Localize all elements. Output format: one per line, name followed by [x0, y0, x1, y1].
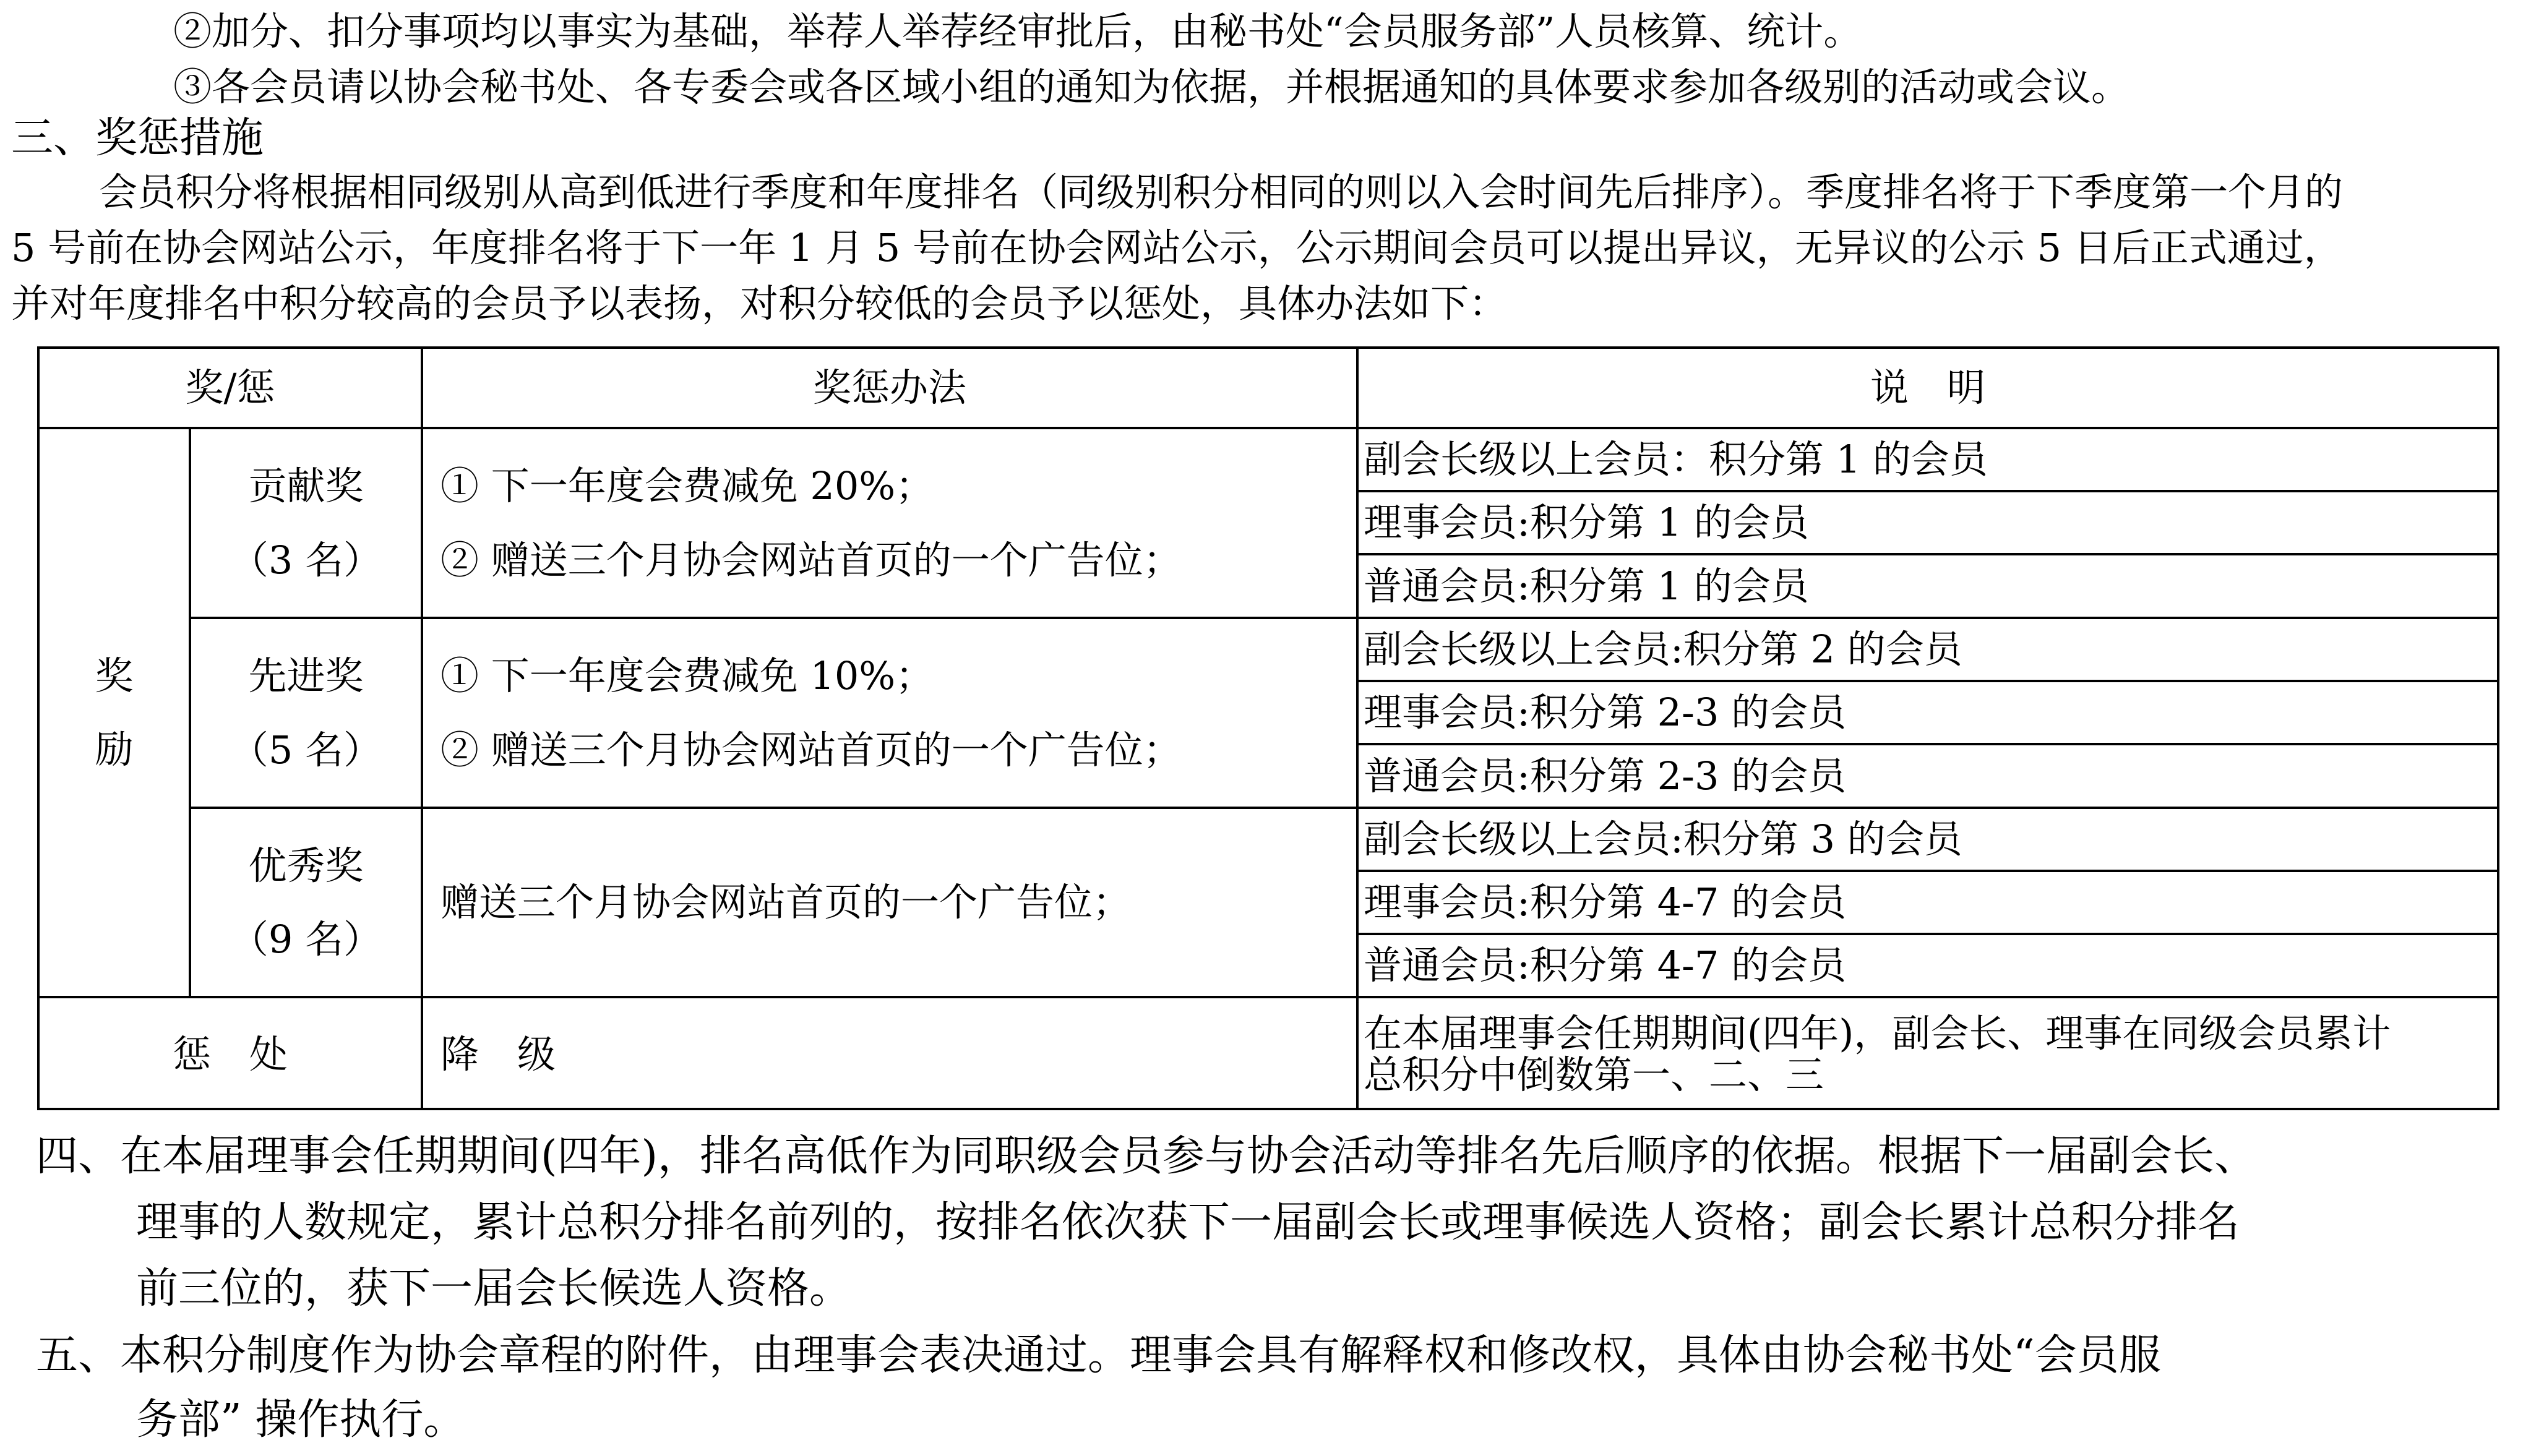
reward-2-description-2: 理事会员:积分第 2-3 的会员 [1359, 682, 2497, 745]
section-4-line-2: 理事的人数规定，累计总积分排名前列的，按排名依次获下一届副会长或理事候选人资格；副会长累计总积分排名 [136, 1198, 2240, 1247]
penalty-description-line-2: 总积分中倒数第一、二、三 [1364, 1051, 1824, 1097]
reward-1-count: （3 名） [230, 537, 382, 583]
intro-line-2: ②加分、扣分事项均以事实为基础，举荐人举荐经审批后，由秘书处“会员服务部”人员核算、统计。 [173, 9, 1862, 54]
reward-2-name-cell [191, 619, 423, 809]
reward-1-description-1: 副会长级以上会员：积分第 1 的会员 [1359, 429, 2497, 492]
reward-label-char-2: 励 [95, 727, 134, 772]
reward-3-description-2: 理事会员:积分第 4-7 的会员 [1359, 872, 2497, 935]
section-3-paragraph-line-1: 会员积分将根据相同级别从高到低进行季度和年度排名（同级别积分相同的则以入会时间先后排序）。季度排名将于下季度第一个月的 [99, 169, 2344, 215]
intro-line-3: ③各会员请以协会秘书处、各专委会或各区域小组的通知为依据，并根据通知的具体要求参加各级别的活动或会议。 [173, 64, 2130, 109]
header-category: 奖/惩 [40, 349, 423, 429]
reward-3-description-3: 普通会员:积分第 4-7 的会员 [1359, 935, 2497, 998]
reward-2-count: （5 名） [230, 727, 382, 773]
reward-3-method-1: 赠送三个月协会网站首页的一个广告位； [440, 880, 1132, 925]
reward-1-description-3: 普通会员:积分第 1 的会员 [1359, 555, 2497, 619]
penalty-description-cell [1359, 998, 2497, 1110]
reward-2-description-1: 副会长级以上会员:积分第 2 的会员 [1359, 619, 2497, 682]
reward-2-description-3: 普通会员:积分第 2-3 的会员 [1359, 745, 2497, 809]
reward-1-name-cell [191, 429, 423, 619]
reward-1-name: 贡献奖 [248, 463, 364, 508]
penalty-method: 降 级 [423, 998, 1359, 1110]
section-4-line-1: 四、在本届理事会任期期间(四年)，排名高低作为同职级会员参与协会活动等排名先后顺序的依据。根据下一届副会长、 [36, 1132, 2257, 1181]
section-3-paragraph-line-2: 5 号前在协会网站公示，年度排名将于下一年 1 月 5 号前在协会网站公示，公示期间会员可以提出异议，无异议的公示 5 日后正式通过， [11, 225, 2342, 270]
reward-3-name: 优秀奖 [248, 842, 364, 888]
reward-1-description-2: 理事会员:积分第 1 的会员 [1359, 492, 2497, 555]
reward-2-method-1: ① 下一年度会费减免 10%； [440, 653, 934, 698]
penalty-description-line-1: 在本届理事会任期期间(四年)，副会长、理事在同级会员累计 [1364, 1010, 2391, 1056]
reward-label-char-1: 奖 [95, 653, 134, 698]
reward-label [40, 429, 191, 998]
reward-3-name-cell [191, 809, 423, 998]
reward-3-count: （9 名） [230, 917, 382, 962]
section-3-heading: 三、奖惩措施 [11, 114, 264, 163]
header-method: 奖惩办法 [423, 349, 1359, 429]
header-description: 说 明 [1359, 349, 2497, 429]
reward-3-description-1: 副会长级以上会员:积分第 3 的会员 [1359, 809, 2497, 872]
reward-2-method-2: ② 赠送三个月协会网站首页的一个广告位； [440, 727, 1182, 773]
reward-3-method-cell [423, 809, 1359, 998]
reward-1-method-1: ① 下一年度会费减免 20%； [440, 463, 934, 508]
reward-1-method-2: ② 赠送三个月协会网站首页的一个广告位； [440, 537, 1182, 583]
reward-2-name: 先进奖 [248, 653, 364, 698]
section-4-line-3: 前三位的，获下一届会长候选人资格。 [136, 1264, 852, 1313]
section-5-line-2: 务部” 操作执行。 [136, 1395, 466, 1444]
section-3-paragraph-line-3: 并对年度排名中积分较高的会员予以表扬，对积分较低的会员予以惩处，具体办法如下： [11, 281, 1508, 326]
reward-2-method-cell [423, 619, 1359, 809]
section-5-line-1: 五、本积分制度作为协会章程的附件，由理事会表决通过。理事会具有解释权和修改权，具体由协会秘书处“会员服 [36, 1331, 2161, 1380]
reward-penalty-table [37, 346, 2499, 1110]
penalty-label: 惩 处 [40, 998, 423, 1110]
reward-1-method-cell [423, 429, 1359, 619]
